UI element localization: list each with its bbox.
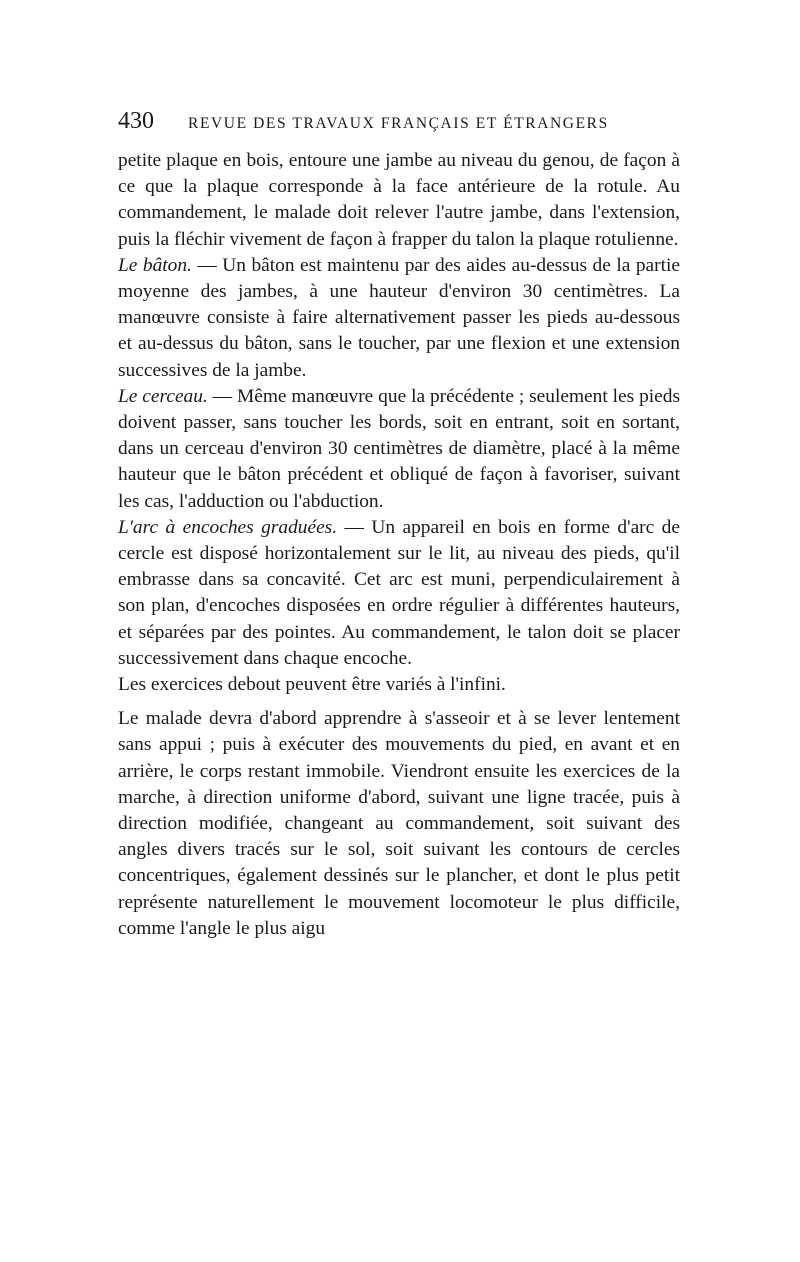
- paragraph-text: Les exercices debout peuvent être variés à l'infini.: [118, 674, 506, 696]
- paragraph-cerceau: [118, 384, 680, 515]
- paragraph-text: — Un bâton est maintenu par des aides au-dessus de la partie moyenne des jambes, à une hauteur d'environ 30 centimètres. La manœuvre consiste à faire alternativement passer les pieds au-dessous et au-dessus du bâton, sans le toucher, par une flexion et une extension successives de la jambe.: [118, 254, 680, 381]
- paragraph-text: petite plaque en bois, entoure une jambe au niveau du genou, de façon à ce que la plaque corresponde à la face antérieure de la rotule. Au commandement, le malade doit relever l'autre jambe, dans l'extension, puis la fléchir vivement de façon à frapper du talon la plaque rotulienne.: [118, 150, 680, 250]
- document-page: [118, 108, 680, 942]
- paragraph-lead: Le bâton.: [118, 254, 192, 276]
- paragraph-arc: [118, 515, 680, 672]
- paragraph-lead: L'arc à encoches graduées.: [118, 516, 338, 538]
- body-text: [118, 148, 680, 942]
- paragraph-text: Le malade devra d'abord apprendre à s'asseoir et à se lever lentement sans appui ; puis à exécuter des mouvements du pied, en avant et en arrière, le corps restant immobile. Viendront ensuite les exercices de la marche, à direction uniforme d'abord, suivant une ligne tracée, puis à direction modifiée, changeant au commandement, soit suivant des angles divers tracés sur le sol, soit suivant les contours de cercles concentriques, également dessinés sur le plancher, et dont le plus petit représente naturellement le mouvement locomoteur le plus difficile, comme l'angle le plus aigu: [118, 708, 680, 939]
- running-title: REVUE DES TRAVAUX FRANÇAIS ET ÉTRANGERS: [188, 115, 609, 132]
- running-head: [118, 108, 680, 148]
- paragraph-text: — Un appareil en bois en forme d'arc de cercle est disposé horizontalement sur le lit, au niveau des pieds, qu'il embrasse dans sa concavité. Cet arc est muni, perpendiculairement à son plan, d'encoches disposées en ordre régulier à différentes hauteurs, et séparées par des pointes. Au commandement, le talon doit se placer successivement dans chaque encoche.: [118, 516, 680, 669]
- paragraph-continuation: [118, 148, 680, 253]
- paragraph-text: — Même manœuvre que la précédente ; seulement les pieds doivent passer, sans toucher les bords, soit en entrant, soit en sortant, dans un cerceau d'environ 30 centimètres de diamètre, placé à la même hauteur que le bâton précédent et obliqué de façon à favoriser, suivant les cas, l'adduction ou l'abduction.: [118, 385, 681, 512]
- paragraph-lead: Le cerceau.: [118, 385, 208, 407]
- paragraph-exercices-debout: [118, 672, 680, 698]
- paragraph-baton: [118, 253, 680, 384]
- paragraph-marche: [118, 706, 680, 942]
- page-number: 430: [118, 108, 154, 134]
